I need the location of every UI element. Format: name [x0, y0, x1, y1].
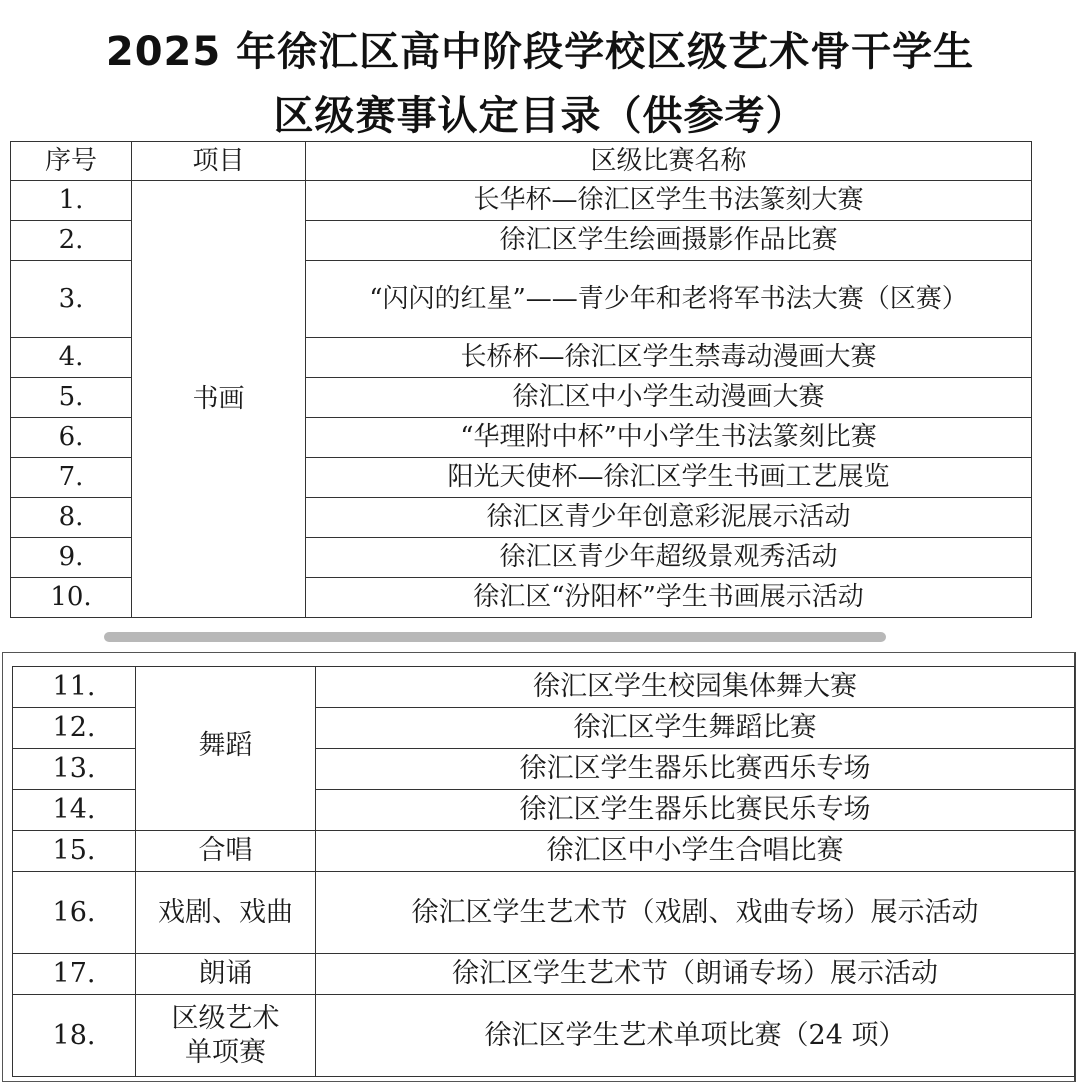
category-cell: 区级艺术单项赛: [136, 995, 316, 1077]
table-row: [13, 995, 1075, 1077]
competition-name: 徐汇区学生艺术单项比赛（24 项）: [316, 995, 1075, 1077]
competition-name: 阳光天使杯—徐汇区学生书画工艺展览: [306, 458, 1032, 498]
image-divider-bar: [104, 632, 886, 642]
competition-name: 徐汇区学生绘画摄影作品比赛: [306, 221, 1032, 261]
page-title-line2: 区级赛事认定目录（供参考）: [273, 93, 807, 139]
competition-name: “闪闪的红星”——青少年和老将军书法大赛（区赛）: [306, 261, 1032, 338]
row-number: 11.: [13, 667, 136, 708]
row-number: 18.: [13, 995, 136, 1077]
row-number: 6.: [11, 418, 132, 458]
competition-name: 徐汇区学生艺术节（戏剧、戏曲专场）展示活动: [316, 872, 1075, 954]
category-cell: 舞蹈: [136, 667, 316, 831]
competition-name: 徐汇区中小学生合唱比赛: [316, 831, 1075, 872]
row-number: 3.: [11, 261, 132, 338]
category-cell: 合唱: [136, 831, 316, 872]
row-number: 13.: [13, 749, 136, 790]
row-number: 4.: [11, 338, 132, 378]
page-title-line1: 2025 年徐汇区高中阶段学校区级艺术骨干学生: [105, 29, 975, 75]
row-number: 7.: [11, 458, 132, 498]
row-number: 10.: [11, 578, 132, 618]
header-category: 项目: [132, 142, 306, 181]
competition-table-part2: [12, 666, 1075, 1077]
competition-name: “华理附中杯”中小学生书法篆刻比赛: [306, 418, 1032, 458]
table-row: [13, 872, 1075, 954]
competition-name: 徐汇区学生器乐比赛西乐专场: [316, 749, 1075, 790]
row-number: 16.: [13, 872, 136, 954]
row-number: 1.: [11, 181, 132, 221]
row-number: 5.: [11, 378, 132, 418]
table-row: [13, 831, 1075, 872]
row-number: 12.: [13, 708, 136, 749]
category-cell: 书画: [132, 181, 306, 618]
competition-name: 徐汇区青少年超级景观秀活动: [306, 538, 1032, 578]
competition-name: 长华杯—徐汇区学生书法篆刻大赛: [306, 181, 1032, 221]
row-number: 8.: [11, 498, 132, 538]
header-competition-name: 区级比赛名称: [306, 142, 1032, 181]
competition-name: 徐汇区学生艺术节（朗诵专场）展示活动: [316, 954, 1075, 995]
row-number: 9.: [11, 538, 132, 578]
competition-name: 徐汇区学生校园集体舞大赛: [316, 667, 1075, 708]
competition-name: 徐汇区青少年创意彩泥展示活动: [306, 498, 1032, 538]
table-row: [11, 181, 1032, 221]
competition-name: 徐汇区“汾阳杯”学生书画展示活动: [306, 578, 1032, 618]
competition-name: 长桥杯—徐汇区学生禁毒动漫画大赛: [306, 338, 1032, 378]
competition-name: 徐汇区学生器乐比赛民乐专场: [316, 790, 1075, 831]
row-number: 15.: [13, 831, 136, 872]
row-number: 17.: [13, 954, 136, 995]
category-cell: 朗诵: [136, 954, 316, 995]
category-cell: 戏剧、戏曲: [136, 872, 316, 954]
competition-name: 徐汇区学生舞蹈比赛: [316, 708, 1075, 749]
row-number: 14.: [13, 790, 136, 831]
table-row: [13, 667, 1075, 708]
row-number: 2.: [11, 221, 132, 261]
competition-table-part1: [10, 141, 1032, 618]
header-number: 序号: [11, 142, 132, 181]
table-header-row: [11, 142, 1032, 181]
table-row: [13, 954, 1075, 995]
competition-name: 徐汇区中小学生动漫画大赛: [306, 378, 1032, 418]
